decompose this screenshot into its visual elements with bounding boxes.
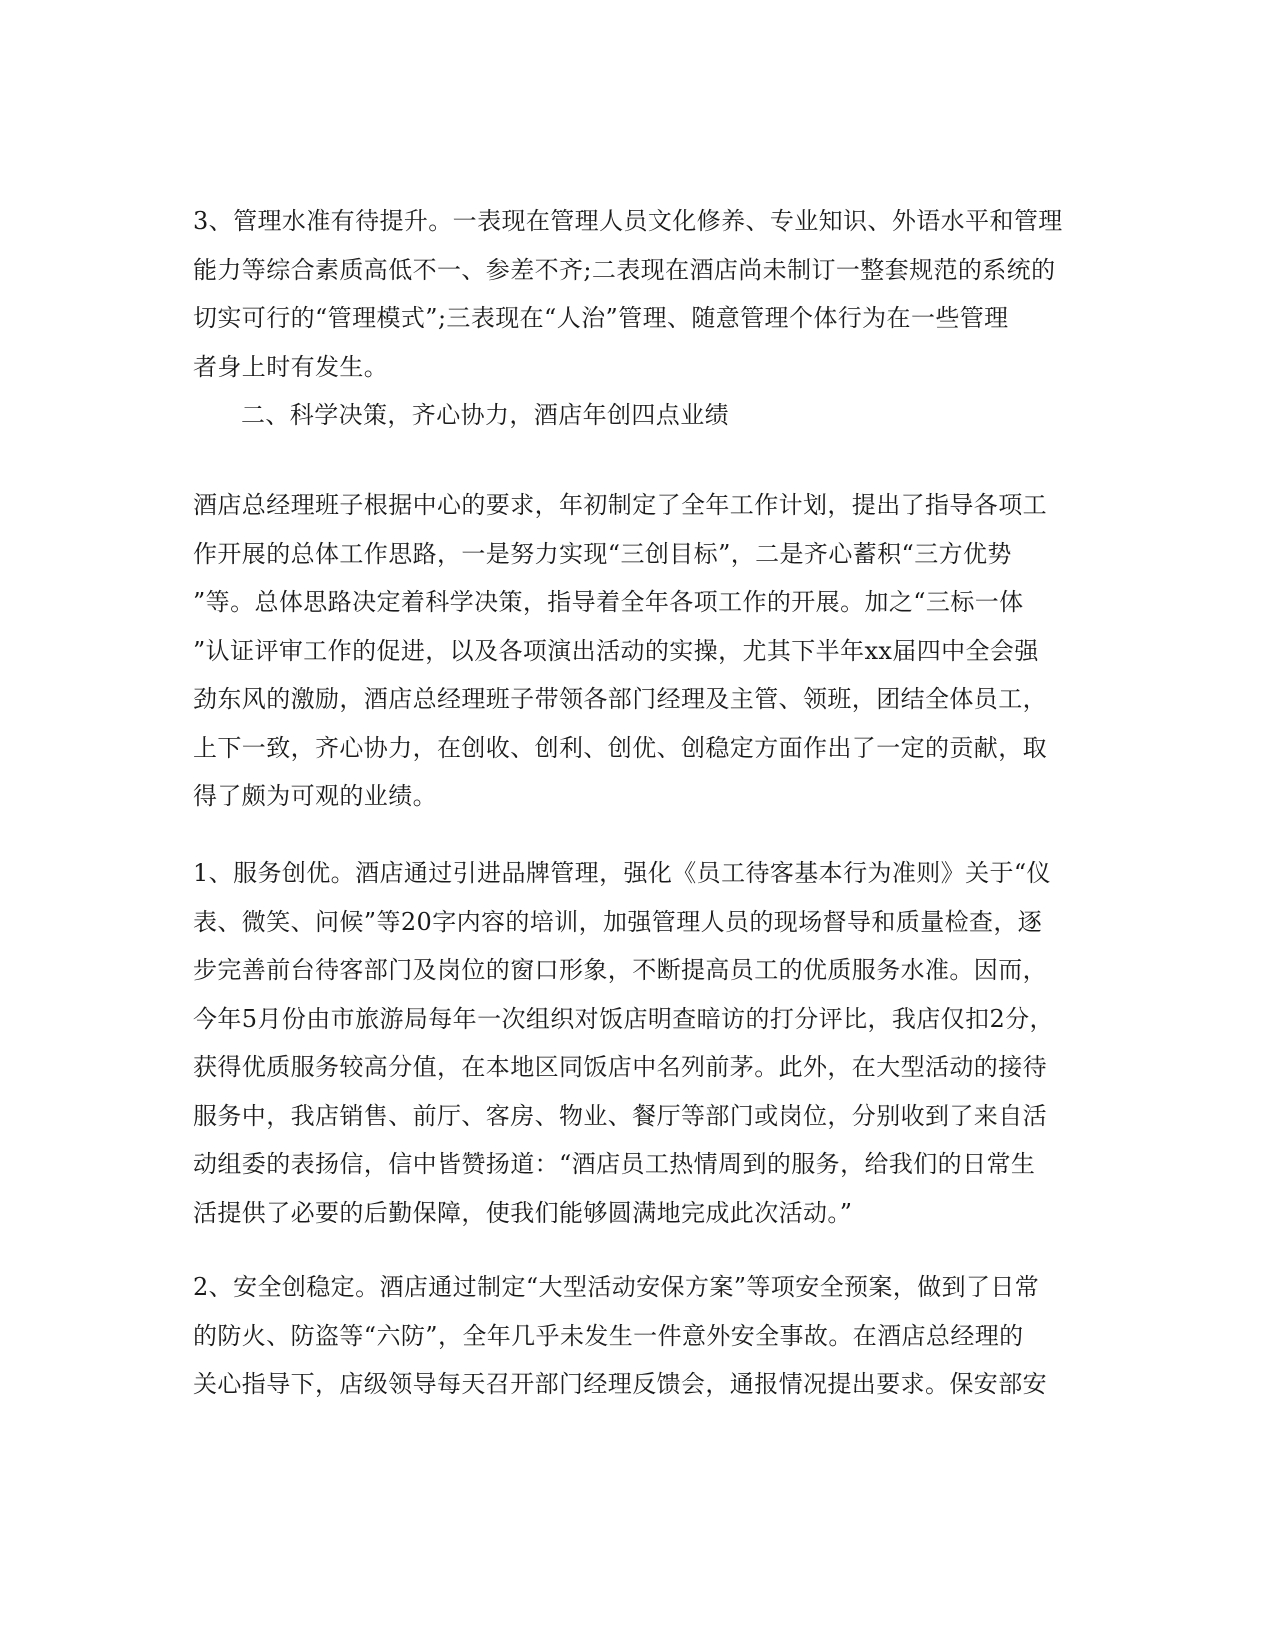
section-heading bbox=[193, 391, 1083, 440]
text-line: 表、微笑、问候”等20字内容的培训，加强管理人员的现场督导和质量检查，逐 bbox=[193, 907, 1043, 936]
text-line: ”等。总体思路决定着科学决策，指导着全年各项工作的开展。加之“三标一体 bbox=[193, 588, 1024, 616]
text-line: 1、服务创优。酒店通过引进品牌管理，强化《员工待客基本行为准则》关于“仪 bbox=[193, 859, 1051, 887]
text-line: 上下一致，齐心协力，在创收、创利、创优、创稳定方面作出了一定的贡献，取 bbox=[193, 733, 1047, 762]
text-line: 步完善前台待客部门及岗位的窗口形象，不断提高员工的优质服务水准。因而， bbox=[193, 956, 1047, 984]
text-line: 者身上时有发生。 bbox=[193, 352, 389, 381]
text-line: 切实可行的“管理模式”;三表现在“人治”管理、随意管理个体行为在一些管理 bbox=[193, 304, 1009, 332]
text-line: 活提供了必要的后勤保障，使我们能够圆满地完成此次活动。” bbox=[193, 1198, 853, 1227]
text-line: 动组委的表扬信，信中皆赞扬道：“酒店员工热情周到的服务，给我们的日常生 bbox=[193, 1150, 1036, 1178]
text-line: 获得优质服务较高分值，在本地区同饭店中名列前茅。此外，在大型活动的接待 bbox=[193, 1053, 1047, 1081]
paragraph-safety-stability bbox=[193, 1263, 1083, 1409]
text-line: ”认证评审工作的促进，以及各项演出活动的实操，尤其下半年xx届四中全会强 bbox=[193, 636, 1039, 665]
text-line: 的防火、防盗等“六防”，全年几乎未发生一件意外安全事故。在酒店总经理的 bbox=[193, 1321, 1024, 1350]
section-heading-text: 二、科学决策，齐心协力，酒店年创四点业绩 bbox=[241, 401, 729, 429]
text-line: 得了颇为可观的业绩。 bbox=[193, 782, 437, 810]
text-line: 服务中，我店销售、前厅、客房、物业、餐厅等部门或岗位，分别收到了来自活 bbox=[193, 1101, 1047, 1130]
paragraph-overview bbox=[193, 481, 1083, 821]
text-line: 能力等综合素质高低不一、参差不齐;二表现在酒店尚未制订一整套规范的系统的 bbox=[193, 255, 1056, 284]
text-line: 2、安全创稳定。酒店通过制定“大型活动安保方案”等项安全预案，做到了日常 bbox=[193, 1273, 1040, 1301]
text-line: 3、管理水准有待提升。一表现在管理人员文化修养、专业知识、外语水平和管理 bbox=[193, 207, 1063, 235]
text-line: 酒店总经理班子根据中心的要求，年初制定了全年工作计划，提出了指导各项工 bbox=[193, 491, 1047, 519]
text-line: 关心指导下，店级领导每天召开部门经理反馈会，通报情况提出要求。保安部安 bbox=[193, 1370, 1047, 1398]
paragraph-management-level bbox=[193, 197, 1083, 391]
text-line: 作开展的总体工作思路，一是努力实现“三创目标”，二是齐心蓄积“三方优势 bbox=[193, 539, 1012, 568]
text-line: 今年5月份由市旅游局每年一次组织对饭店明查暗访的打分评比，我店仅扣2分， bbox=[193, 1004, 1054, 1033]
paragraph-service-excellence bbox=[193, 849, 1083, 1237]
text-line: 劲东风的激励，酒店总经理班子带领各部门经理及主管、领班，团结全体员工， bbox=[193, 685, 1047, 713]
